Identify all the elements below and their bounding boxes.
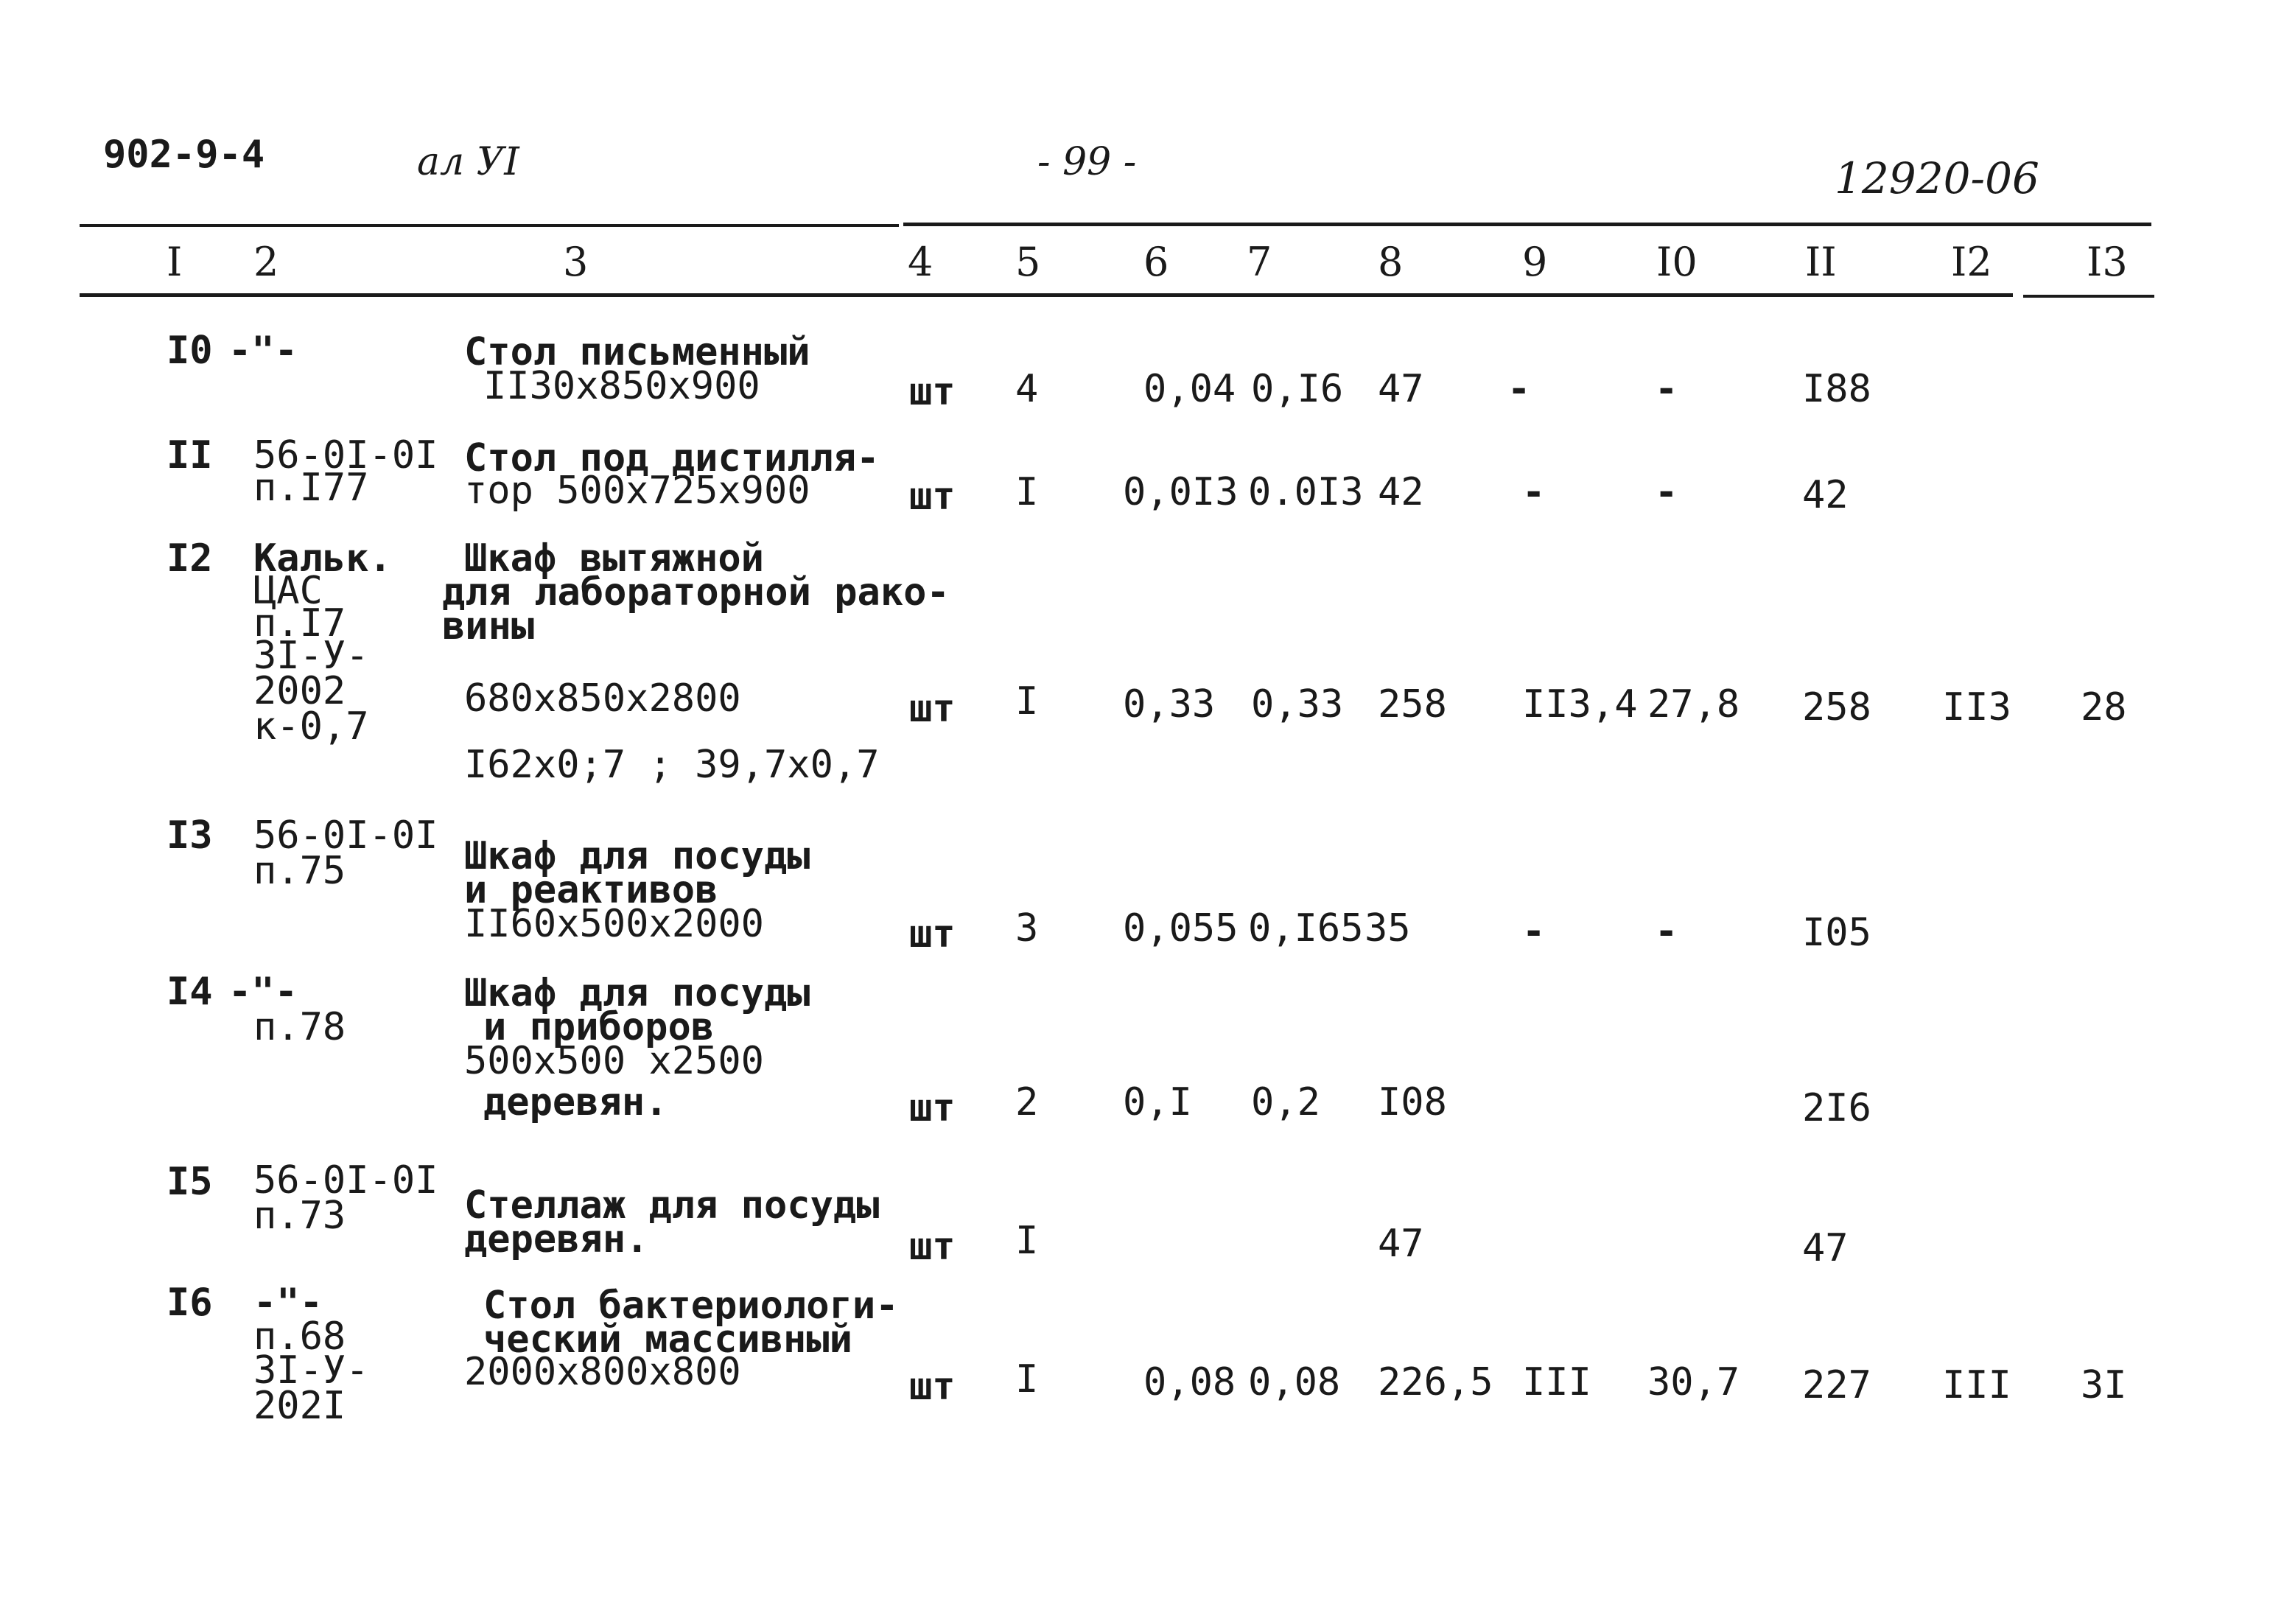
row-number: I0 — [167, 329, 213, 373]
col-header-12: I2 — [1951, 239, 1992, 285]
item-name-line: деревян. — [483, 1080, 668, 1124]
col10-cell: - — [1655, 470, 1678, 514]
col10-cell: - — [1655, 909, 1678, 953]
unit-cell: шт — [909, 687, 956, 731]
col9-cell: - — [1522, 470, 1546, 514]
header-top-rule-left — [80, 224, 899, 227]
col11-cell: I88 — [1802, 367, 1871, 411]
col9-cell: - — [1507, 367, 1531, 411]
item-calculation: I62x0;7 ; 39,7x0,7 — [464, 743, 880, 787]
item-name-line: ческий массивный — [483, 1317, 852, 1362]
col-header-2: 2 — [253, 239, 279, 285]
col11-cell: 47 — [1802, 1226, 1849, 1270]
doc-code: 902-9-4 — [103, 133, 265, 177]
reference-line: к-0,7 — [253, 704, 369, 749]
registration-number: 12920-06 — [1835, 153, 2039, 203]
reference-line: п.78 — [253, 1005, 346, 1049]
col8-cell: 258 — [1378, 682, 1447, 727]
col11-cell: 227 — [1802, 1363, 1871, 1407]
row-number: II — [167, 433, 213, 477]
header-bottom-rule — [80, 293, 2013, 297]
reference-line: Кальк. — [253, 536, 392, 581]
quantity-cell: I — [1015, 1219, 1039, 1263]
reference-line: 56-0I-0I — [253, 433, 438, 477]
unit-cell: шт — [909, 370, 956, 414]
item-name-line: вины — [442, 604, 535, 648]
col13-cell: 3I — [2081, 1363, 2127, 1407]
col12-cell: II3 — [1942, 685, 2011, 729]
item-name-line: Стеллаж для посуды — [464, 1183, 880, 1228]
col-header-10: I0 — [1656, 239, 1698, 285]
quantity-cell: I — [1015, 679, 1039, 724]
col9-cell: III — [1522, 1360, 1591, 1404]
reference-line: 56-0I-0I — [253, 1158, 438, 1203]
item-name-line: Шкаф вытяжной — [464, 536, 764, 581]
item-name-line: тор 500x725x900 — [464, 469, 810, 513]
item-name-line: Стол бактериологи- — [483, 1284, 899, 1328]
unit-cell: шт — [909, 1225, 956, 1269]
reference-line: п.75 — [253, 849, 346, 893]
col10-cell: - — [1655, 367, 1678, 411]
col7-cell: 0,2 — [1251, 1080, 1320, 1124]
col-header-9: 9 — [1522, 239, 1548, 285]
reference-line: п.I77 — [253, 466, 369, 510]
quantity-cell: 3 — [1015, 906, 1039, 951]
col-header-3: 3 — [563, 239, 589, 285]
quantity-cell: I — [1015, 1357, 1039, 1401]
row-number: I5 — [167, 1160, 213, 1204]
reference-line: -"- — [228, 329, 298, 373]
col-header-13: I3 — [2087, 239, 2128, 285]
col-header-5: 5 — [1015, 239, 1041, 285]
col6-cell: 0,I — [1123, 1080, 1192, 1124]
reference-line: -"- — [253, 1281, 323, 1325]
item-name-line: 2000x800x800 — [464, 1350, 741, 1394]
col13-cell: 28 — [2081, 685, 2127, 729]
unit-cell: шт — [909, 1365, 956, 1409]
item-name-line: Стол под дистилля- — [464, 436, 880, 480]
col8-cell: 226,5 — [1378, 1360, 1493, 1404]
item-dimensions: 680x850x2800 — [464, 676, 741, 721]
col11-cell: 258 — [1802, 685, 1871, 729]
quantity-cell: I — [1015, 470, 1039, 514]
col6-cell: 0,055 — [1123, 906, 1239, 951]
item-name-line: 500x500 x2500 — [464, 1039, 764, 1083]
col-header-1: I — [167, 239, 183, 285]
reference-line: 202I — [253, 1384, 346, 1428]
col11-cell: 2I6 — [1802, 1086, 1871, 1130]
col6-cell: 0,0I3 — [1123, 470, 1239, 514]
item-name-line: Шкаф для посуды — [464, 834, 810, 878]
col7-cell: 0.0I3 — [1248, 470, 1364, 514]
quantity-cell: 4 — [1015, 367, 1039, 411]
reference-line: 3I-У- — [253, 1348, 369, 1393]
item-name-line: для лабораторной рако- — [442, 570, 950, 615]
col6-cell: 0,08 — [1143, 1360, 1236, 1404]
header-top-rule-right — [903, 223, 2151, 226]
unit-cell: шт — [909, 1086, 956, 1130]
reference-line: ЦАС — [253, 569, 323, 613]
item-name-line: и приборов — [483, 1005, 715, 1049]
col8-cell: 35 — [1365, 906, 1411, 951]
col6-cell: 0,04 — [1143, 367, 1236, 411]
page-number: - 99 - — [1037, 140, 1137, 184]
col8-cell: I08 — [1378, 1080, 1447, 1124]
reference-line: -"- — [228, 970, 298, 1014]
col-header-8: 8 — [1378, 239, 1404, 285]
reference-line: 2002 — [253, 669, 346, 713]
row-number: I6 — [167, 1281, 213, 1325]
col7-cell: 0,08 — [1248, 1360, 1341, 1404]
col-header-11: II — [1805, 239, 1837, 285]
reference-line: п.73 — [253, 1194, 346, 1238]
col-header-6: 6 — [1143, 239, 1169, 285]
item-name-line: деревян. — [464, 1217, 649, 1261]
row-number: I3 — [167, 813, 213, 858]
col9-cell: II3,4 — [1522, 682, 1638, 727]
col12-cell: III — [1942, 1363, 2011, 1407]
album-label: ал УI — [417, 140, 519, 184]
col7-cell: 0,I65 — [1248, 906, 1364, 951]
col8-cell: 47 — [1378, 1222, 1424, 1266]
header-bottom-rule-end — [2023, 295, 2154, 298]
col8-cell: 47 — [1378, 367, 1424, 411]
quantity-cell: 2 — [1015, 1080, 1039, 1124]
col8-cell: 42 — [1378, 470, 1424, 514]
col11-cell: 42 — [1802, 473, 1849, 517]
col7-cell: 0,I6 — [1251, 367, 1344, 411]
reference-line: 56-0I-0I — [253, 813, 438, 858]
item-name-line: и реактивов — [464, 868, 718, 912]
unit-cell: шт — [909, 475, 956, 519]
col11-cell: I05 — [1802, 911, 1871, 955]
unit-cell: шт — [909, 912, 956, 956]
reference-line: п.68 — [253, 1315, 346, 1359]
reference-line: п.I7 — [253, 601, 346, 645]
item-name-line: Стол письменный — [464, 330, 810, 374]
col9-cell: - — [1522, 909, 1546, 953]
row-number: I4 — [167, 970, 213, 1014]
col-header-7: 7 — [1247, 239, 1272, 285]
reference-line: 3I-У- — [253, 634, 369, 678]
item-name-line: Шкаф для посуды — [464, 971, 810, 1015]
item-name-line: II30x850x900 — [483, 364, 760, 408]
col10-cell: 27,8 — [1647, 682, 1740, 727]
item-name-line: II60x500x2000 — [464, 902, 764, 946]
col6-cell: 0,33 — [1123, 682, 1216, 727]
row-number: I2 — [167, 536, 213, 581]
col-header-4: 4 — [908, 239, 933, 285]
col7-cell: 0,33 — [1251, 682, 1344, 727]
col10-cell: 30,7 — [1647, 1360, 1740, 1404]
